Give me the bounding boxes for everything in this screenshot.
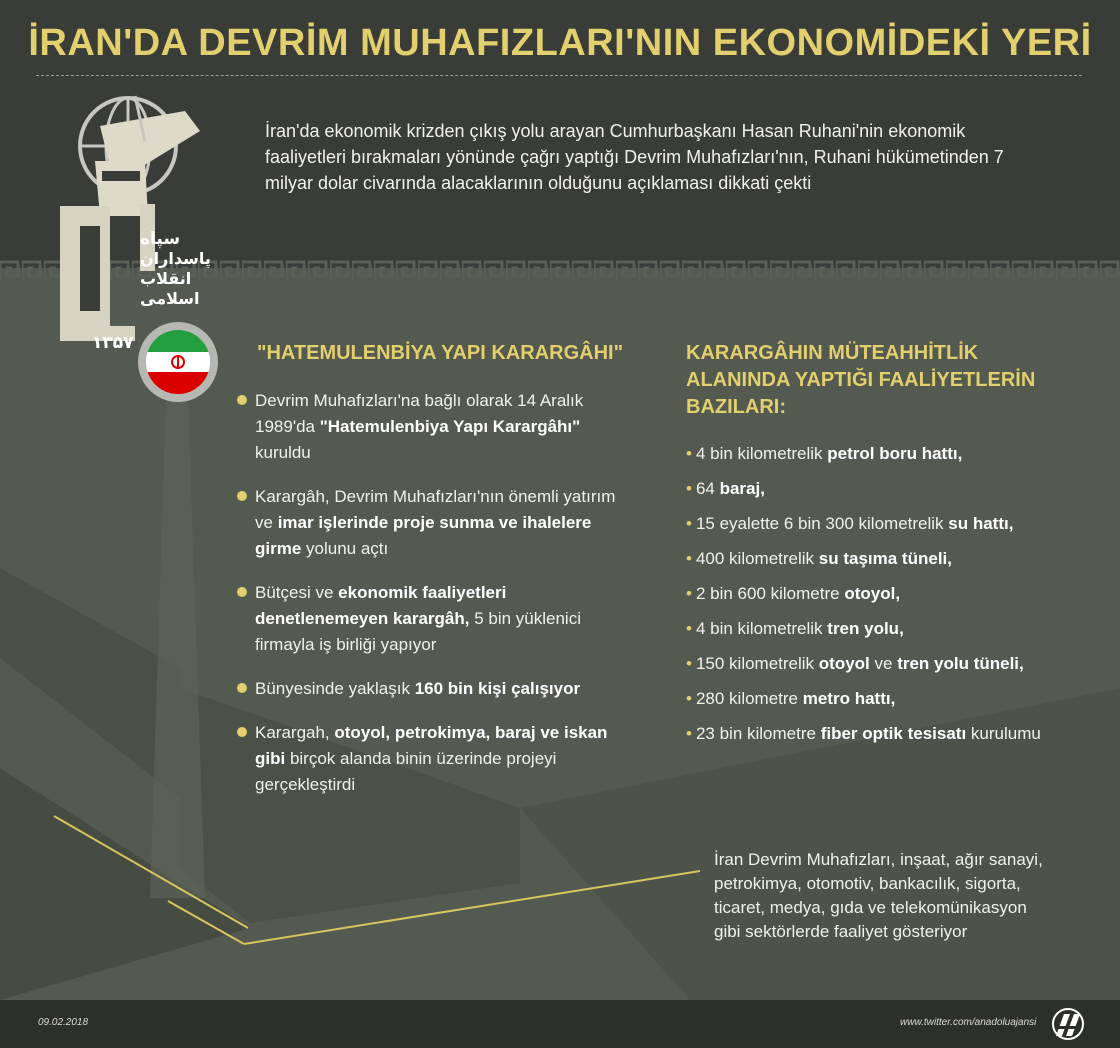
emphasis-text: su taşıma tüneli, <box>818 549 952 568</box>
emblem-text-line3: انقلاب <box>140 269 192 288</box>
emphasis-text: otoyol, petrokimya, baraj ve iskan gibi <box>255 723 608 768</box>
body-text: 280 kilometre <box>695 689 803 708</box>
bullet-dot <box>237 727 247 737</box>
emphasis-text: tren yolu tüneli, <box>897 654 1024 673</box>
twitter-link[interactable]: www.twitter.com/anadoluajansi <box>900 1017 1037 1028</box>
emblem-text-line2: پاسداران <box>140 249 211 268</box>
emblem-year: ۱۳۵۷ <box>92 333 134 353</box>
title-divider <box>36 75 1082 76</box>
page-title: İRAN'DA DEVRİM MUHAFIZLARI'NIN EKONOMİDEKİ YERİ <box>28 22 1092 64</box>
list-item: • 4 bin kilometrelik petrol boru hattı, <box>686 444 963 463</box>
body-text: 4 bin kilometrelik <box>695 444 828 463</box>
list-item: • 23 bin kilometre fiber optik tesisatı kurulumu <box>686 724 1041 743</box>
body-text: Bünyesinde yaklaşık <box>255 679 415 698</box>
emphasis-text: otoyol, <box>844 584 901 603</box>
emphasis-text: tren yolu, <box>827 619 904 638</box>
bullet-dot <box>237 491 247 501</box>
footer-date: 09.02.2018 <box>38 1017 89 1028</box>
aa-logo-icon <box>1050 1008 1086 1040</box>
emblem-text-line4: اسلامی <box>140 289 200 308</box>
body-text: Karargâh, Devrim Muhafızları'nın önemli yatırım ve <box>255 487 616 532</box>
emblem-text-line1: سپاه <box>140 229 181 249</box>
right-section-title: KARARGÂHIN MÜTEAHHİTLİK ALANINDA YAPTIĞI FAALİYETLERİN BAZILARI: <box>686 342 1036 418</box>
list-item: • 15 eyalette 6 bin 300 kilometrelik su hattı, <box>686 514 1014 533</box>
list-item <box>237 676 627 702</box>
body-text: yolunu açtı <box>301 539 389 558</box>
body-text: 64 <box>695 479 720 498</box>
body-text: Devrim Muhafızları'na bağlı olarak 14 Aralık 1989'da <box>255 391 584 436</box>
body-text: ve <box>869 654 898 673</box>
body-text: birçok alanda binin üzerinde projeyi gerçekleştirdi <box>255 749 557 794</box>
body-text: kuruldu <box>255 443 311 462</box>
list-item: • 400 kilometrelik su taşıma tüneli, <box>686 549 952 568</box>
list-item <box>237 580 627 658</box>
list-item: • 150 kilometrelik otoyol ve tren yolu tüneli, <box>686 654 1024 673</box>
emphasis-text: baraj, <box>719 479 765 498</box>
body-text: 150 kilometrelik <box>695 654 819 673</box>
body-text: kurulumu <box>966 724 1041 743</box>
body-text: 15 eyalette 6 bin 300 kilometrelik <box>695 514 949 533</box>
iran-flag-icon <box>146 330 210 394</box>
emphasis-text: imar işlerinde proje sunma ve ihalelere girme <box>255 513 592 558</box>
body-text: 5 bin yüklenici firmayla iş birliği yapıyor <box>255 609 581 654</box>
intro-paragraph: İran'da ekonomik krizden çıkış yolu arayan Cumhurbaşkanı Hasan Ruhani'nin ekonomik faaliyetleri bırakmaları yönünde çağrı yaptığı Devrim Muhafızları'nın, Ruhani hükümetinden 7 milyar dolar civarında alacaklarının olduğunu açıklaması dikkati çekti <box>265 121 1004 193</box>
body-text: Karargah, <box>255 723 335 742</box>
sectors-note: İran Devrim Muhafızları, inşaat, ağır sanayi, petrokimya, otomotiv, bankacılık, sigorta, ticaret, medya, gıda ve telekomünikasyon gibi sektörlerde faaliyet gösteriyor <box>714 850 1043 941</box>
flag-badge <box>138 322 218 402</box>
list-item: • 280 kilometre metro hattı, <box>686 689 896 708</box>
emphasis-text: fiber optik tesisatı <box>820 724 967 743</box>
irgc-emblem-icon <box>40 86 220 356</box>
emphasis-text: petrol boru hattı, <box>827 444 963 463</box>
list-item <box>237 720 627 798</box>
list-item <box>237 388 627 466</box>
body-text: 23 bin kilometre <box>695 724 821 743</box>
list-item: • 64 baraj, <box>686 479 765 498</box>
bullet-dot <box>237 587 247 597</box>
body-text: 2 bin 600 kilometre <box>695 584 845 603</box>
emphasis-text: metro hattı, <box>802 689 896 708</box>
bullet-dot <box>237 683 247 693</box>
left-bullet-list <box>237 388 627 816</box>
list-item: • 4 bin kilometrelik tren yolu, <box>686 619 904 638</box>
body-text: Bütçesi ve <box>255 583 339 602</box>
body-text: 400 kilometrelik <box>695 549 819 568</box>
body-text: 4 bin kilometrelik <box>695 619 828 638</box>
left-section-title: "HATEMULENBİYA YAPI KARARGÂHI" <box>257 342 624 364</box>
emphasis-text: ekonomik faaliyetleri denetlenemeyen karargâh, <box>255 583 507 628</box>
emphasis-text: 160 bin kişi çalışıyor <box>414 679 581 698</box>
emphasis-text: "Hatemulenbiya Yapı Karargâhı" <box>319 417 581 436</box>
right-bullet-list <box>686 442 1106 757</box>
list-item: • 2 bin 600 kilometre otoyol, <box>686 584 901 603</box>
list-item <box>237 484 627 562</box>
bullet-dot <box>237 395 247 405</box>
emphasis-text: su hattı, <box>948 514 1014 533</box>
emphasis-text: otoyol <box>818 654 870 673</box>
